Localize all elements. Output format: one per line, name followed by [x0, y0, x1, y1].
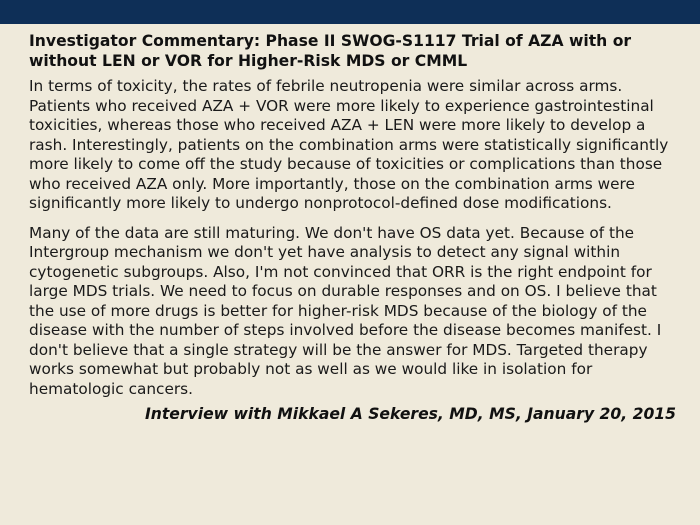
commentary-paragraph-data-maturity: Many of the data are still maturing. We don't have OS data yet. Because of the Intergroup mechanism we don't yet have analysis to detect any signal within cytogenetic subgroups. Also, I'm not convinced that ORR is the right endpoint for large MDS trials. We need to focus on durable responses and on OS. I believe that the use of more drugs is better for higher-risk MDS because of the biology of the disease with the number of steps involved before the disease becomes manifest. I don't believe that a single strategy will be the answer for MDS. Targeted therapy works somewhat but probably not as well as we would like in isolation for hematologic cancers.	[29, 223, 662, 398]
commentary-paragraph-toxicity: In terms of toxicity, the rates of febrile neutropenia were similar across arms. Patients who received AZA + VOR were more likely to experience gastrointestinal toxicities, whereas those who received AZA + LEN were more likely to develop a rash. Interestingly, patients on the combination arms were statistically significantly more likely to come off the study because of toxicities or complications than those who received AZA only. More importantly, those on the combination arms were significantly more likely to undergo nonprotocol-defined dose modifications.	[29, 77, 669, 212]
interview-attribution: Interview with Mikkael A Sekeres, MD, MS, January 20, 2015	[144, 405, 676, 423]
header-bar	[0, 0, 700, 24]
slide-content	[29, 31, 679, 424]
slide-title: Investigator Commentary: Phase II SWOG-S1117 Trial of AZA with or without LEN or VOR for Higher-Risk MDS or CMML	[29, 32, 632, 70]
